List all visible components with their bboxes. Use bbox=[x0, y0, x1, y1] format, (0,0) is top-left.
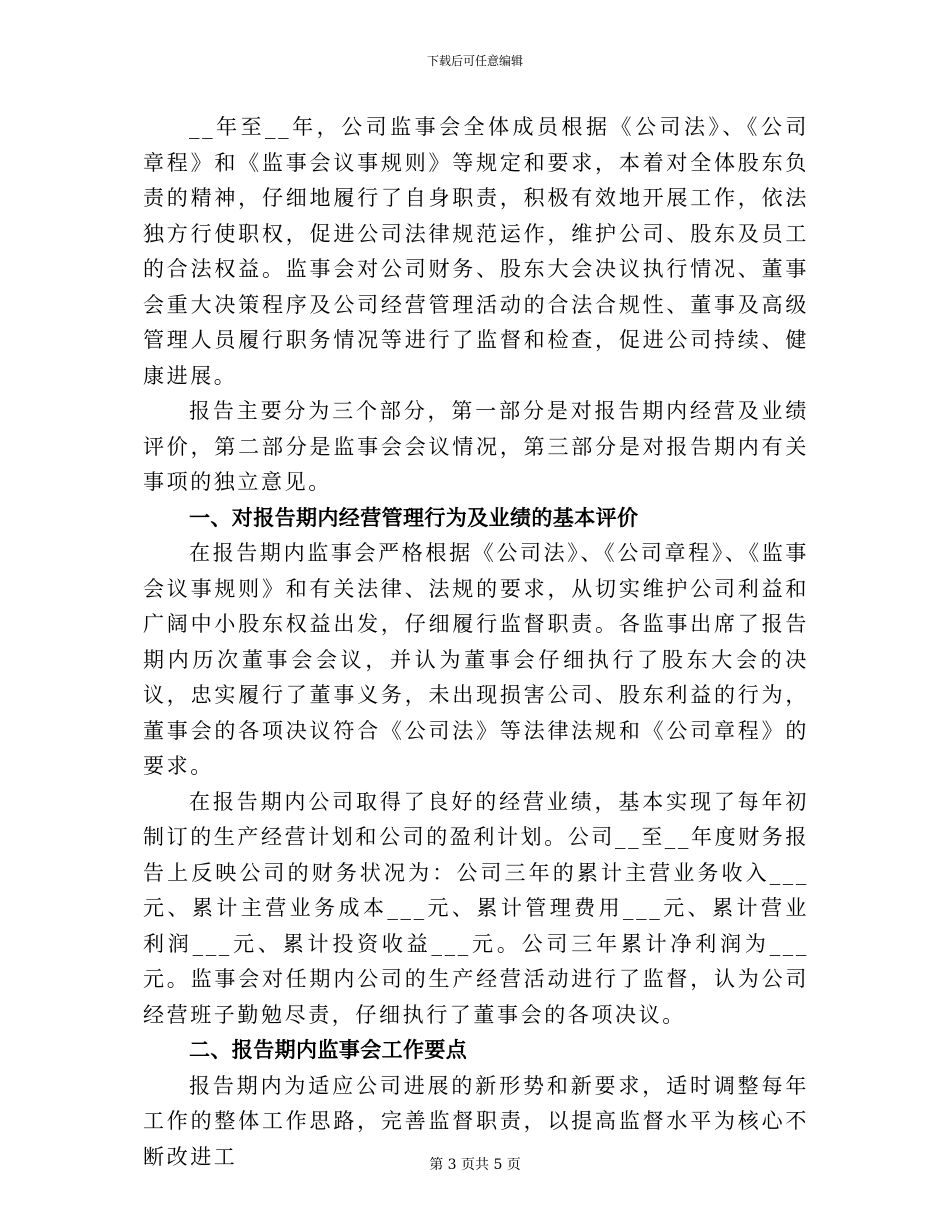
paragraph-work-points: 报告期内为适应公司进展的新形势和新要求，适时调整每年工作的整体工作思路，完善监督职责，以提高监督水平为核心不断改进工 bbox=[143, 1073, 809, 1169]
page-number: 第 3 页共 5 页 bbox=[429, 1157, 521, 1173]
section-heading-2: 二、报告期内监事会工作要点 bbox=[189, 1038, 468, 1062]
document-body bbox=[143, 110, 809, 1175]
section-heading-1: 一、对报告期内经营管理行为及业绩的基本评价 bbox=[189, 505, 639, 530]
page-header: 下载后可任意编辑 bbox=[426, 54, 523, 68]
paragraph-performance: 在报告期内公司取得了良好的经营业绩，基本实现了每年初制订的生产经营计划和公司的盈利计划。公司__至__年度财务报告上反映公司的财务状况为：公司三年的累计主营业务收入___元、累计主营业务成本___元、累计管理费用___元、累计营业利润___元、累计投资收益___元。公司三年累计净利润为___元。监事会对任期内公司的生产经营活动进行了监督，认为公司经营班子勤勉尽责，仔细执行了董事会的各项决议。 bbox=[143, 789, 809, 1027]
paragraph-structure: 报告主要分为三个部分，第一部分是对报告期内经营及业绩评价，第二部分是监事会会议情况，第三部分是对报告期内有关事项的独立意见。 bbox=[143, 399, 809, 494]
paragraph-supervision: 在报告期内监事会严格根据《公司法》、《公司章程》、《监事会议事规则》和有关法律、法规的要求，从切实维护公司利益和广阔中小股东权益出发，仔细履行监督职责。各监事出席了报告期内历次董事会会议，并认为董事会仔细执行了股东大会的决议，忠实履行了董事义务，未出现损害公司、股东利益的行为，董事会的各项决议符合《公司法》等法律法规和《公司章程》的要求。 bbox=[143, 541, 809, 778]
paragraph-intro: __年至__年，公司监事会全体成员根据《公司法》、《公司章程》和《监事会议事规则》等规定和要求，本着对全体股东负责的精神，仔细地履行了自身职责，积极有效地开展工作，依法独方行使职权，促进公司法律规范运作，维护公司、股东及员工的合法权益。监事会对公司财务、股东大会决议执行情况、董事会重大决策程序及公司经营管理活动的合法合规性、董事及高级管理人员履行职务情况等进行了监督和检查，促进公司持续、健康进展。 bbox=[143, 115, 809, 388]
